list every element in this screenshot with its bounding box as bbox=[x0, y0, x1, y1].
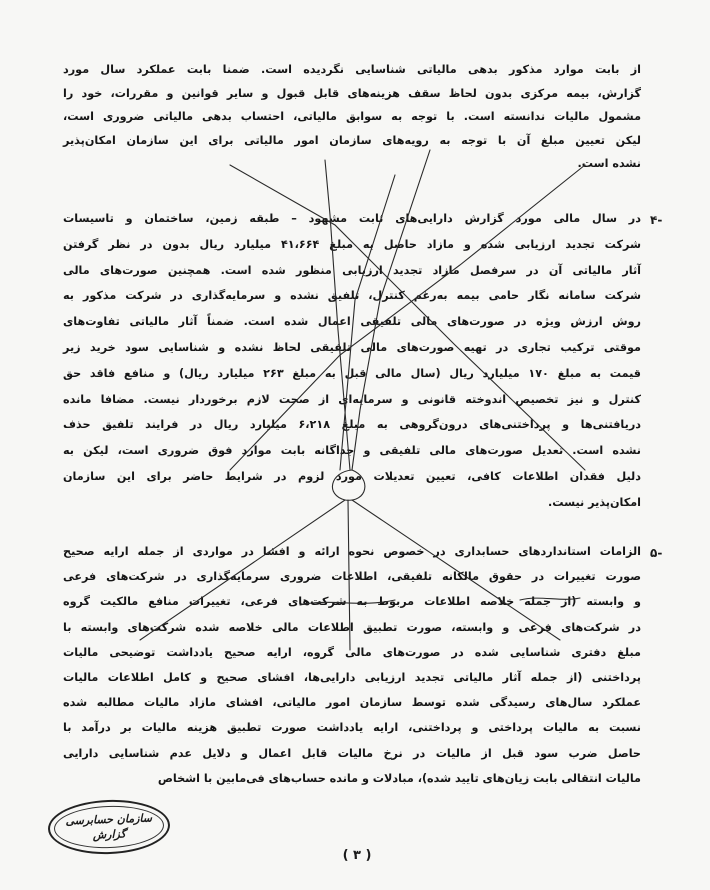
item5-line-8: نسبت به مالیات پرداختی و پرداختنی، ارایه یادداشت صورت تطبیق هزینه مالیات بر درآمد با bbox=[63, 721, 641, 735]
cross-stroke-5 bbox=[340, 175, 395, 470]
item5-line-3: و وابسته (از جمله خلاصه اطلاعات مربوط به شرکت‌های فرعی، تغییرات منافع مالکیت گروه bbox=[63, 595, 641, 609]
item4-line-6: موقتی ترکیب تجاری در تهیه صورت‌های مالی تلفیقی لحاظ نشده و شناسایی سود خرید زیر bbox=[63, 341, 641, 354]
intro-line-5: نشده است. bbox=[577, 157, 641, 170]
item5-line-2: صورت تغییرات در حقوق مالکانه تلفیقی، اطلاعات ضروری سرمایه‌گذاری در شرکت‌های فرعی bbox=[63, 570, 641, 584]
cross-stroke-6 bbox=[140, 500, 345, 640]
item4-line-11: دلیل فقدان اطلاعات کافی، تعیین تعدیلات مورد لزوم در شرایط حاضر برای این سازمان bbox=[63, 470, 641, 483]
intro-line-3: مشمول مالیات ندانسته است. با توجه به سوابق مالیاتی، احتساب بدهی مالیاتی ضروری است، bbox=[63, 110, 641, 123]
item-5-number: -۵ bbox=[650, 546, 663, 560]
item4-line-5: روش ارزش ویژه در صورت‌های مالی تلفیقی اعمال شده است. ضمناً آثار مالیاتی تفاوت‌های bbox=[63, 315, 641, 329]
cross-stroke-7 bbox=[352, 500, 560, 640]
item4-line-10: نشده است. تعدیل صورت‌های مالی تلفیقی و جداگانه بابت موارد فوق ضروری است، لیکن به bbox=[63, 444, 641, 458]
item4-line-8: کنترل و نیز تخصیص اندوخته قانونی و سرمایه‌ای از صحت لازم برخوردار نیست. مضافا مانده bbox=[63, 392, 641, 406]
item5-line-6: پرداختنی (از جمله آثار مالیاتی تجدید ارزیابی دارایی‌ها، افشای صحیح و کامل اطلاعات مالیات bbox=[63, 671, 641, 684]
cross-stroke-3 bbox=[352, 150, 430, 470]
cross-stroke-8 bbox=[348, 500, 350, 650]
item4-line-1: در سال مالی مورد گزارش دارایی‌های ثابت مشهود – طبقه زمین، ساختمان و تاسیسات bbox=[63, 212, 641, 225]
item5-line-9: حاصل ضرب سود قبل از مالیات در نرخ مالیات قابل اعمال و دلایل عدم شناسایی دارایی bbox=[63, 746, 641, 760]
item4-line-12: امکان‌پذیر نیست. bbox=[548, 495, 641, 509]
item4-line-3: آثار مالیاتی آن در سرفصل مازاد تجدید ارزیابی منظور شده است. همچنین صورت‌های مالی bbox=[63, 263, 641, 277]
intro-line-1: از بابت موارد مذکور بدهی مالیاتی شناسایی نگردیده است. ضمنا بابت عملکرد سال مورد bbox=[63, 63, 641, 76]
item5-line-10: مالیات انتقالی بابت زیان‌های تایید شده)، مبادلات و مانده حساب‌های فی‌مابین با اشخاص bbox=[157, 771, 641, 785]
item4-line-9: دریافتنی‌ها و پرداختنی‌های درون‌گروهی به مبلغ ۶،۲۱۸ میلیارد ریال در فرایند تلفیق حذف bbox=[63, 418, 641, 432]
loop-mark bbox=[332, 470, 364, 500]
item5-line-4: در شرکت‌های فرعی و وابسته، صورت تطبیق اطلاعات مالی خلاصه شده شرکت‌های وابسته با bbox=[63, 620, 641, 634]
item5-line-7: عملکرد سال‌های رسیدگی شده توسط سازمان امور مالیاتی، افشای مازاد مالیات مطالبه شده bbox=[63, 696, 641, 710]
cross-stroke-2 bbox=[325, 160, 350, 470]
item5-line-5: مبلغ دفتری شناسایی شده در صورت‌های مالی گروه، ارایه صحیح یادداشت توضیحی مالیات bbox=[63, 645, 641, 659]
page-number: ( ۳ ) bbox=[342, 848, 372, 863]
stamp-organization-name: سازمان حسابرسی bbox=[65, 811, 153, 828]
item4-line-7: قیمت به مبلغ ۱۷۰ میلیارد ریال (سال مالی قبل به مبلغ ۲۶۳ میلیارد ریال) و منافع فاقد حق bbox=[63, 366, 642, 380]
scribble-mark bbox=[300, 598, 580, 605]
item4-line-2: شرکت تجدید ارزیابی شده و مازاد حاصل به مبلغ ۴۱،۶۶۴ میلیارد ریال بدون در نظر گرفتن bbox=[63, 237, 641, 251]
intro-line-2: گزارش، بیمه مرکزی بدون لحاظ سقف هزینه‌های قابل قبول و سایر قوانین و مقررات، خود را bbox=[63, 86, 641, 100]
stamp-report-label: گزارش bbox=[92, 827, 127, 842]
item4-line-4: شرکت سامانه نگار حامی بیمه به‌رغم کنترل، تلفیق نشده و سرمایه‌گذاری در شرکت مذکور به bbox=[63, 289, 641, 303]
intro-line-4: لیکن تعیین مبلغ آن با توجه به رویه‌های سازمان امور مالیاتی برای این سازمان امکان‌پذیر bbox=[63, 133, 641, 147]
item-4-number: -۴ bbox=[650, 213, 663, 227]
cross-stroke-4 bbox=[230, 165, 585, 470]
item5-line-1: الزامات استانداردهای حسابداری در خصوص نحوه ارائه و افشا در مواردی از جمله ارایه صحیح bbox=[63, 545, 641, 558]
cross-stroke-1 bbox=[230, 165, 585, 470]
